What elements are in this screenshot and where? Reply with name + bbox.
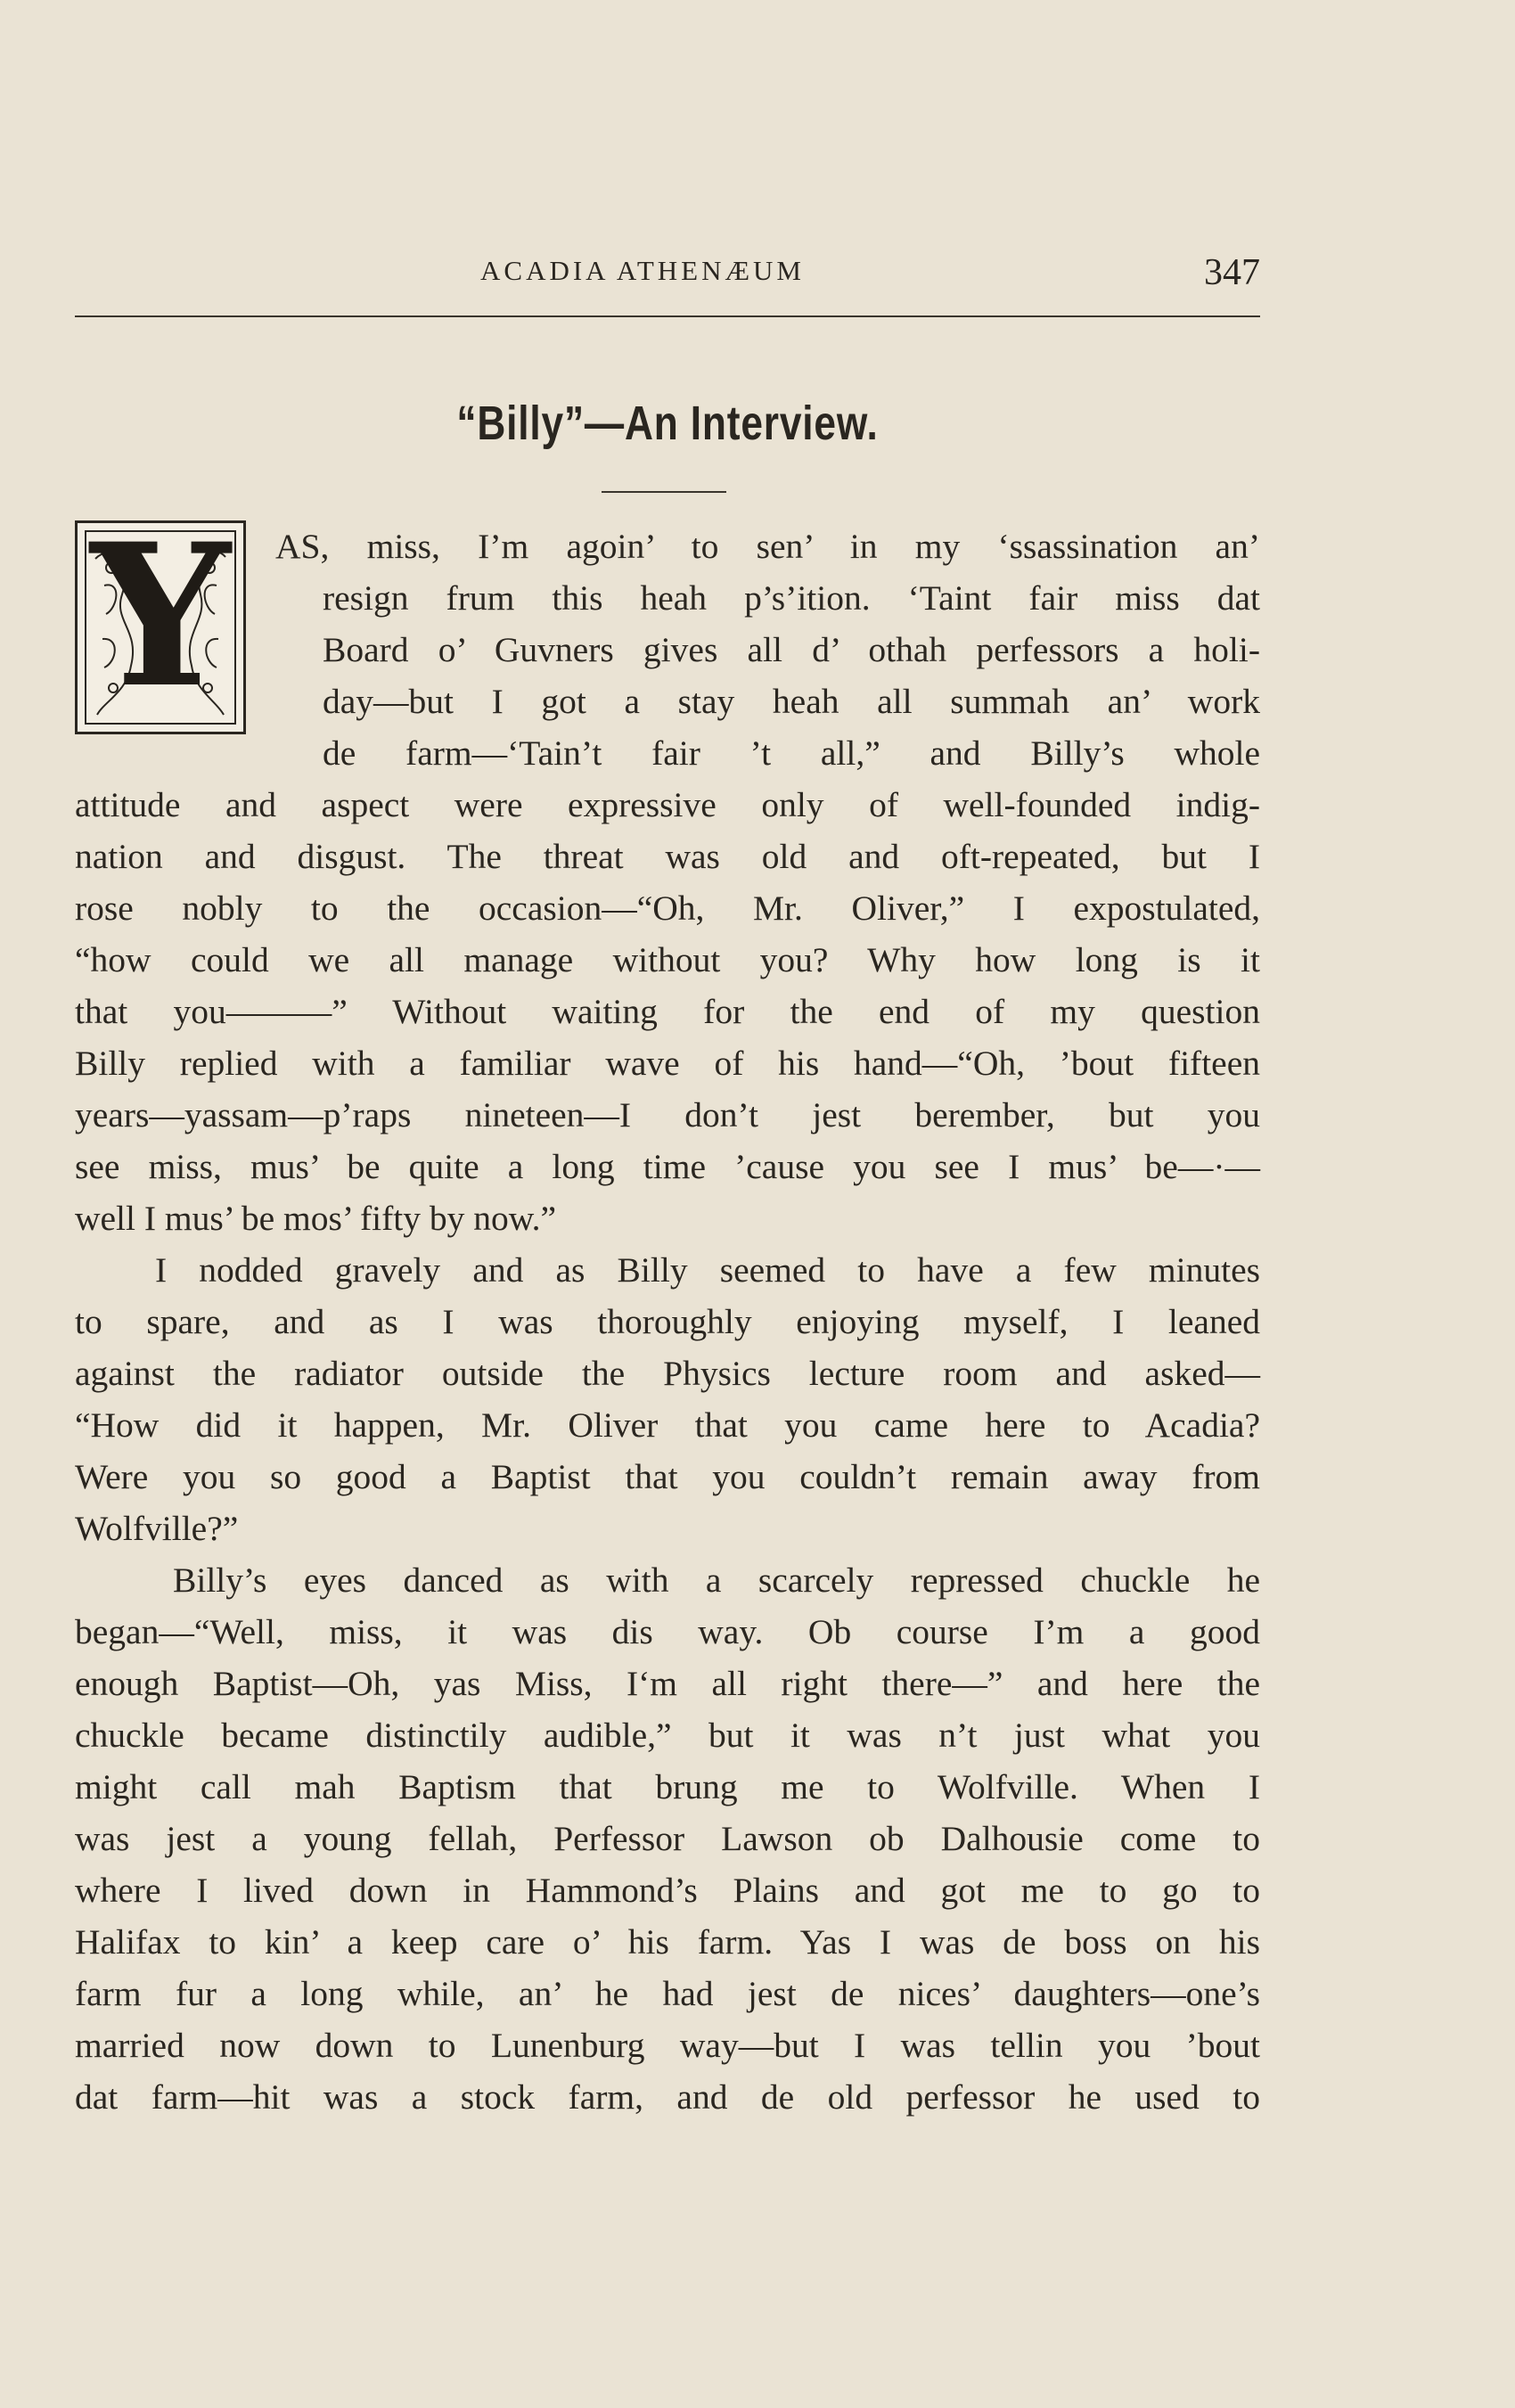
- text-line: Billy replied with a familiar wave of his hand—“Oh, ’bout fifteen: [75, 1044, 1260, 1083]
- text-line: Billy’s eyes danced as with a scarcely repressed chuckle he: [173, 1560, 1260, 1600]
- text-line: attitude and aspect were expressive only of well-founded indig-: [75, 785, 1260, 824]
- header-rule: [75, 315, 1260, 317]
- text-line: began—“Well, miss, it was dis way. Ob course I’m a good: [75, 1612, 1260, 1651]
- text-line: “How did it happen, Mr. Oliver that you came here to Acadia?: [75, 1405, 1260, 1445]
- drop-cap: [75, 500, 246, 734]
- text-line: that you———” Without waiting for the end of my question: [75, 992, 1260, 1031]
- text-line: farm fur a long while, an’ he had jest de nices’ daughters—one’s: [75, 1974, 1260, 2013]
- journal-title: ACADIA ATHENÆUM: [480, 255, 805, 286]
- text-line: dat farm—hit was a stock farm, and de old perfessor he used to: [75, 2077, 1260, 2117]
- text-line: Wolfville?”: [75, 1509, 239, 1548]
- text-line: chuckle became distinctily audible,” but it was n’t just what you: [75, 1716, 1260, 1755]
- text-line: AS, miss, I’m agoin’ to sen’ in my ‘ssassination an’: [275, 527, 1260, 566]
- text-line: de farm—‘Tain’t fair ’t all,” and Billy’s whole: [323, 733, 1260, 773]
- text-line: years—yassam—p’raps nineteen—I don’t jest berember, but you: [75, 1095, 1260, 1134]
- text-line: against the radiator outside the Physics lecture room and asked—: [75, 1354, 1260, 1393]
- drop-cap-letter: Y: [90, 500, 231, 731]
- text-line: Were you so good a Baptist that you couldn’t remain away from: [75, 1457, 1260, 1496]
- article-title: “Billy”—An Interview.: [456, 397, 879, 450]
- title-rule: [602, 491, 726, 493]
- text-line: well I mus’ be mos’ fifty by now.”: [75, 1199, 557, 1238]
- text-line: see miss, mus’ be quite a long time ’cause you see I mus’ be—·—: [75, 1147, 1260, 1186]
- text-line: married now down to Lunenburg way—but I was tellin you ’bout: [75, 2026, 1260, 2065]
- text-line: to spare, and as I was thoroughly enjoying myself, I leaned: [75, 1302, 1260, 1341]
- text-line: nation and disgust. The threat was old and oft-repeated, but I: [75, 837, 1260, 876]
- text-line: rose nobly to the occasion—“Oh, Mr. Oliver,” I expostulated,: [75, 889, 1260, 928]
- text-line: resign frum this heah p’s’ition. ‘Taint fair miss dat: [323, 578, 1260, 618]
- text-line: I nodded gravely and as Billy seemed to have a few minutes: [155, 1250, 1260, 1290]
- text-line: where I lived down in Hammond’s Plains and got me to go to: [75, 1871, 1260, 1910]
- page-number: 347: [1204, 252, 1260, 293]
- text-line: “how could we all manage without you? Why how long is it: [75, 940, 1260, 979]
- text-line: enough Baptist—Oh, yas Miss, I‘m all right there—” and here the: [75, 1664, 1260, 1703]
- text-line: Halifax to kin’ a keep care o’ his farm. Yas I was de boss on his: [75, 1922, 1260, 1962]
- text-line: day—but I got a stay heah all summah an’ work: [323, 682, 1260, 721]
- text-line: was jest a young fellah, Perfessor Lawson ob Dalhousie come to: [75, 1819, 1260, 1858]
- text-line: Board o’ Guvners gives all d’ othah perfessors a holi-: [323, 630, 1260, 669]
- running-head: [75, 251, 1260, 305]
- text-line: might call mah Baptism that brung me to Wolfville. When I: [75, 1767, 1260, 1806]
